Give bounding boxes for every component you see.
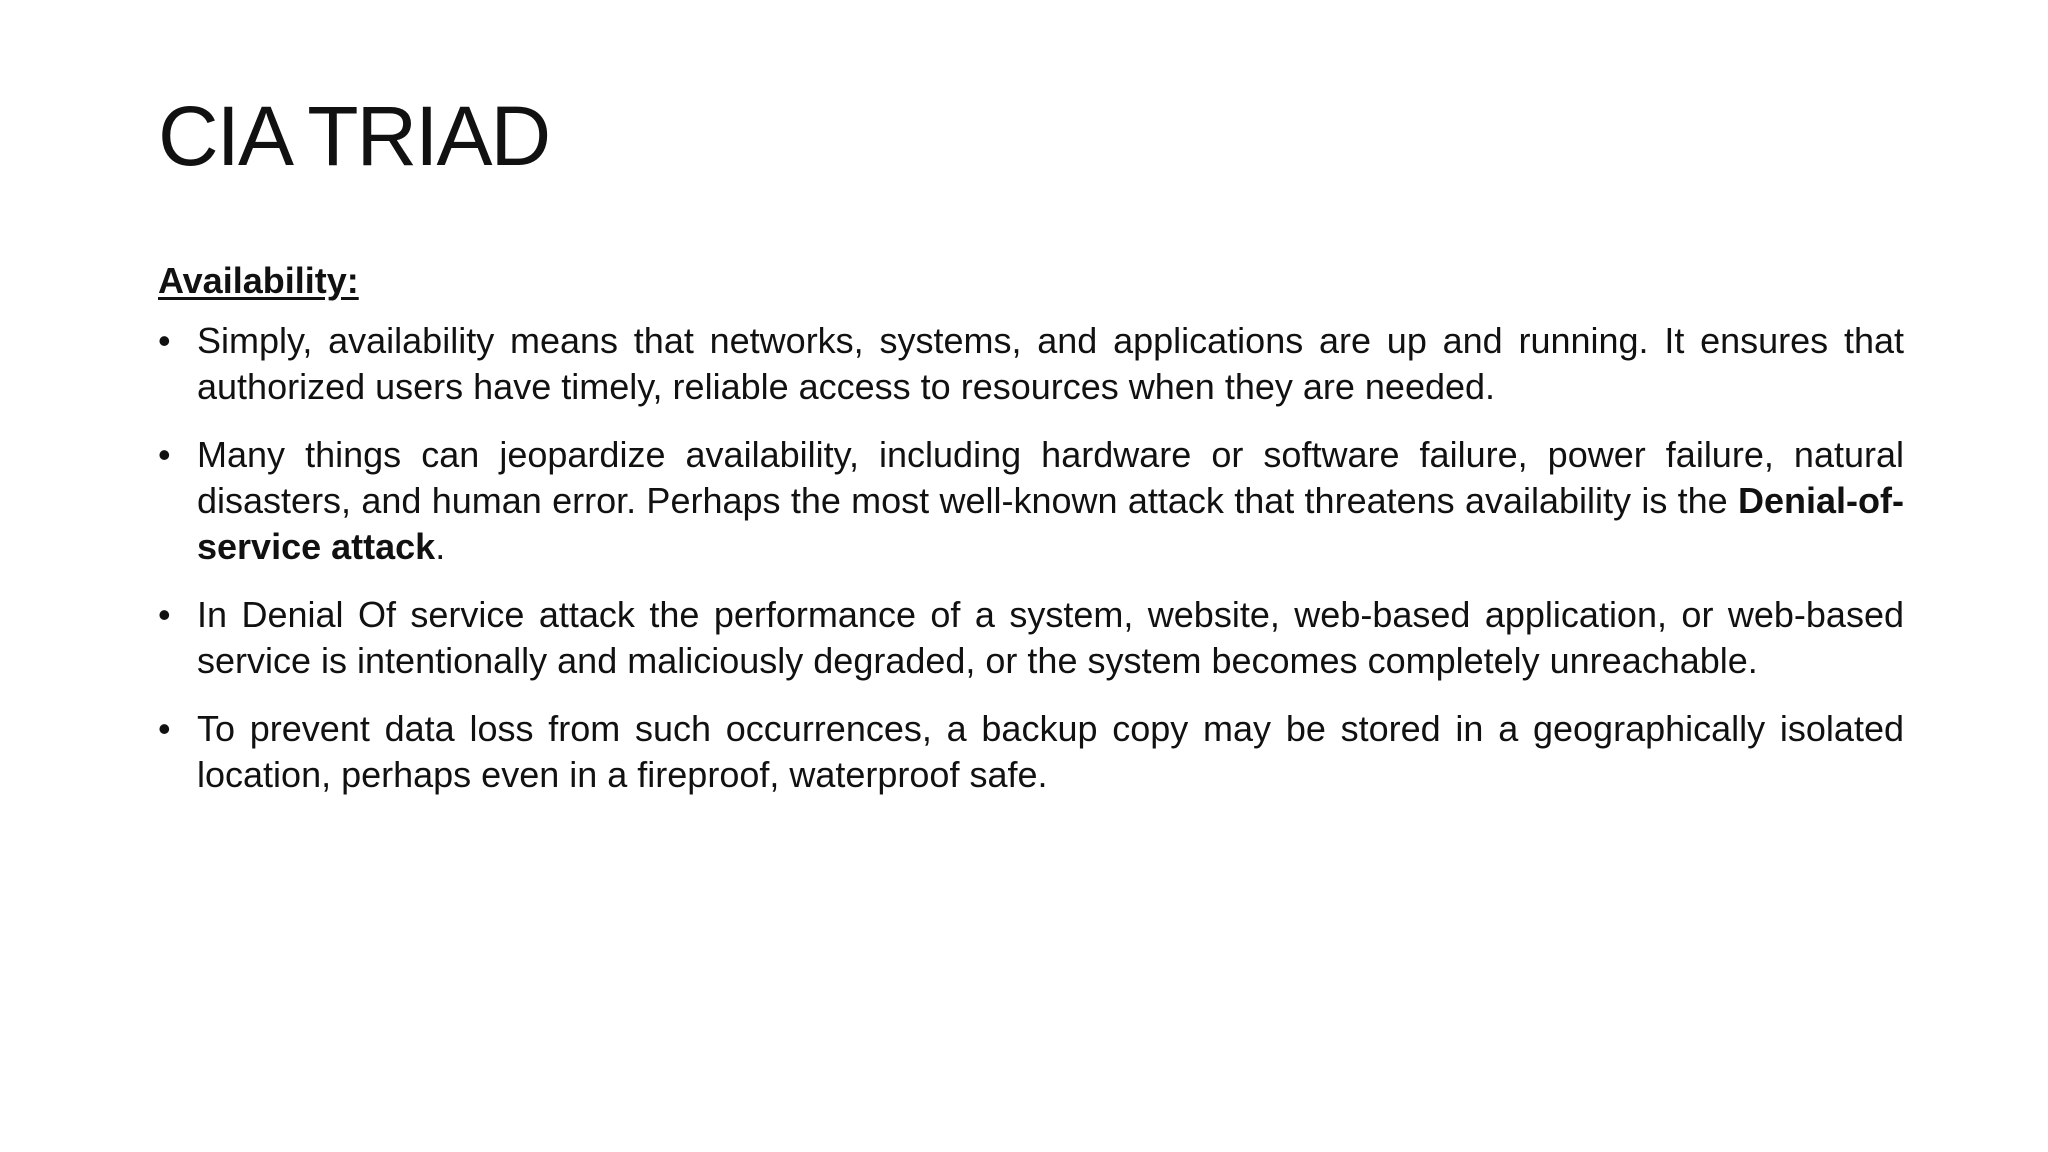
bullet-text: In Denial Of service attack the performance of a system, website, web-based application, or web-based service is intentionally and maliciously degraded, or the system becomes completely unreachable. [197, 594, 1904, 681]
bullet-icon: • [158, 320, 171, 361]
section-subheading: Availability: [158, 260, 359, 301]
bullet-emphasis: Denial-of-service attack [197, 480, 1904, 567]
bullet-icon: • [158, 708, 171, 749]
bullet-item [158, 432, 1904, 570]
bullet-text: Many things can jeopardize availability, including hardware or software failure, power failure, natural disasters, and human error. Perhaps the most well-known attack that threatens availability is the [197, 434, 1904, 521]
slide-body [158, 258, 1904, 820]
bullet-item [158, 706, 1904, 798]
bullet-list [158, 318, 1904, 798]
bullet-icon: • [158, 594, 171, 635]
bullet-text-end: . [435, 526, 446, 567]
bullet-item [158, 592, 1904, 684]
bullet-icon: • [158, 434, 171, 475]
bullet-text: Simply, availability means that networks, systems, and applications are up and running. It ensures that authorized users have timely, reliable access to resources when they are needed. [197, 320, 1904, 407]
slide-title: CIA TRIAD [158, 89, 550, 183]
bullet-text: To prevent data loss from such occurrences, a backup copy may be stored in a geographically isolated location, perhaps even in a fireproof, waterproof safe. [197, 708, 1904, 795]
bullet-item [158, 318, 1904, 410]
